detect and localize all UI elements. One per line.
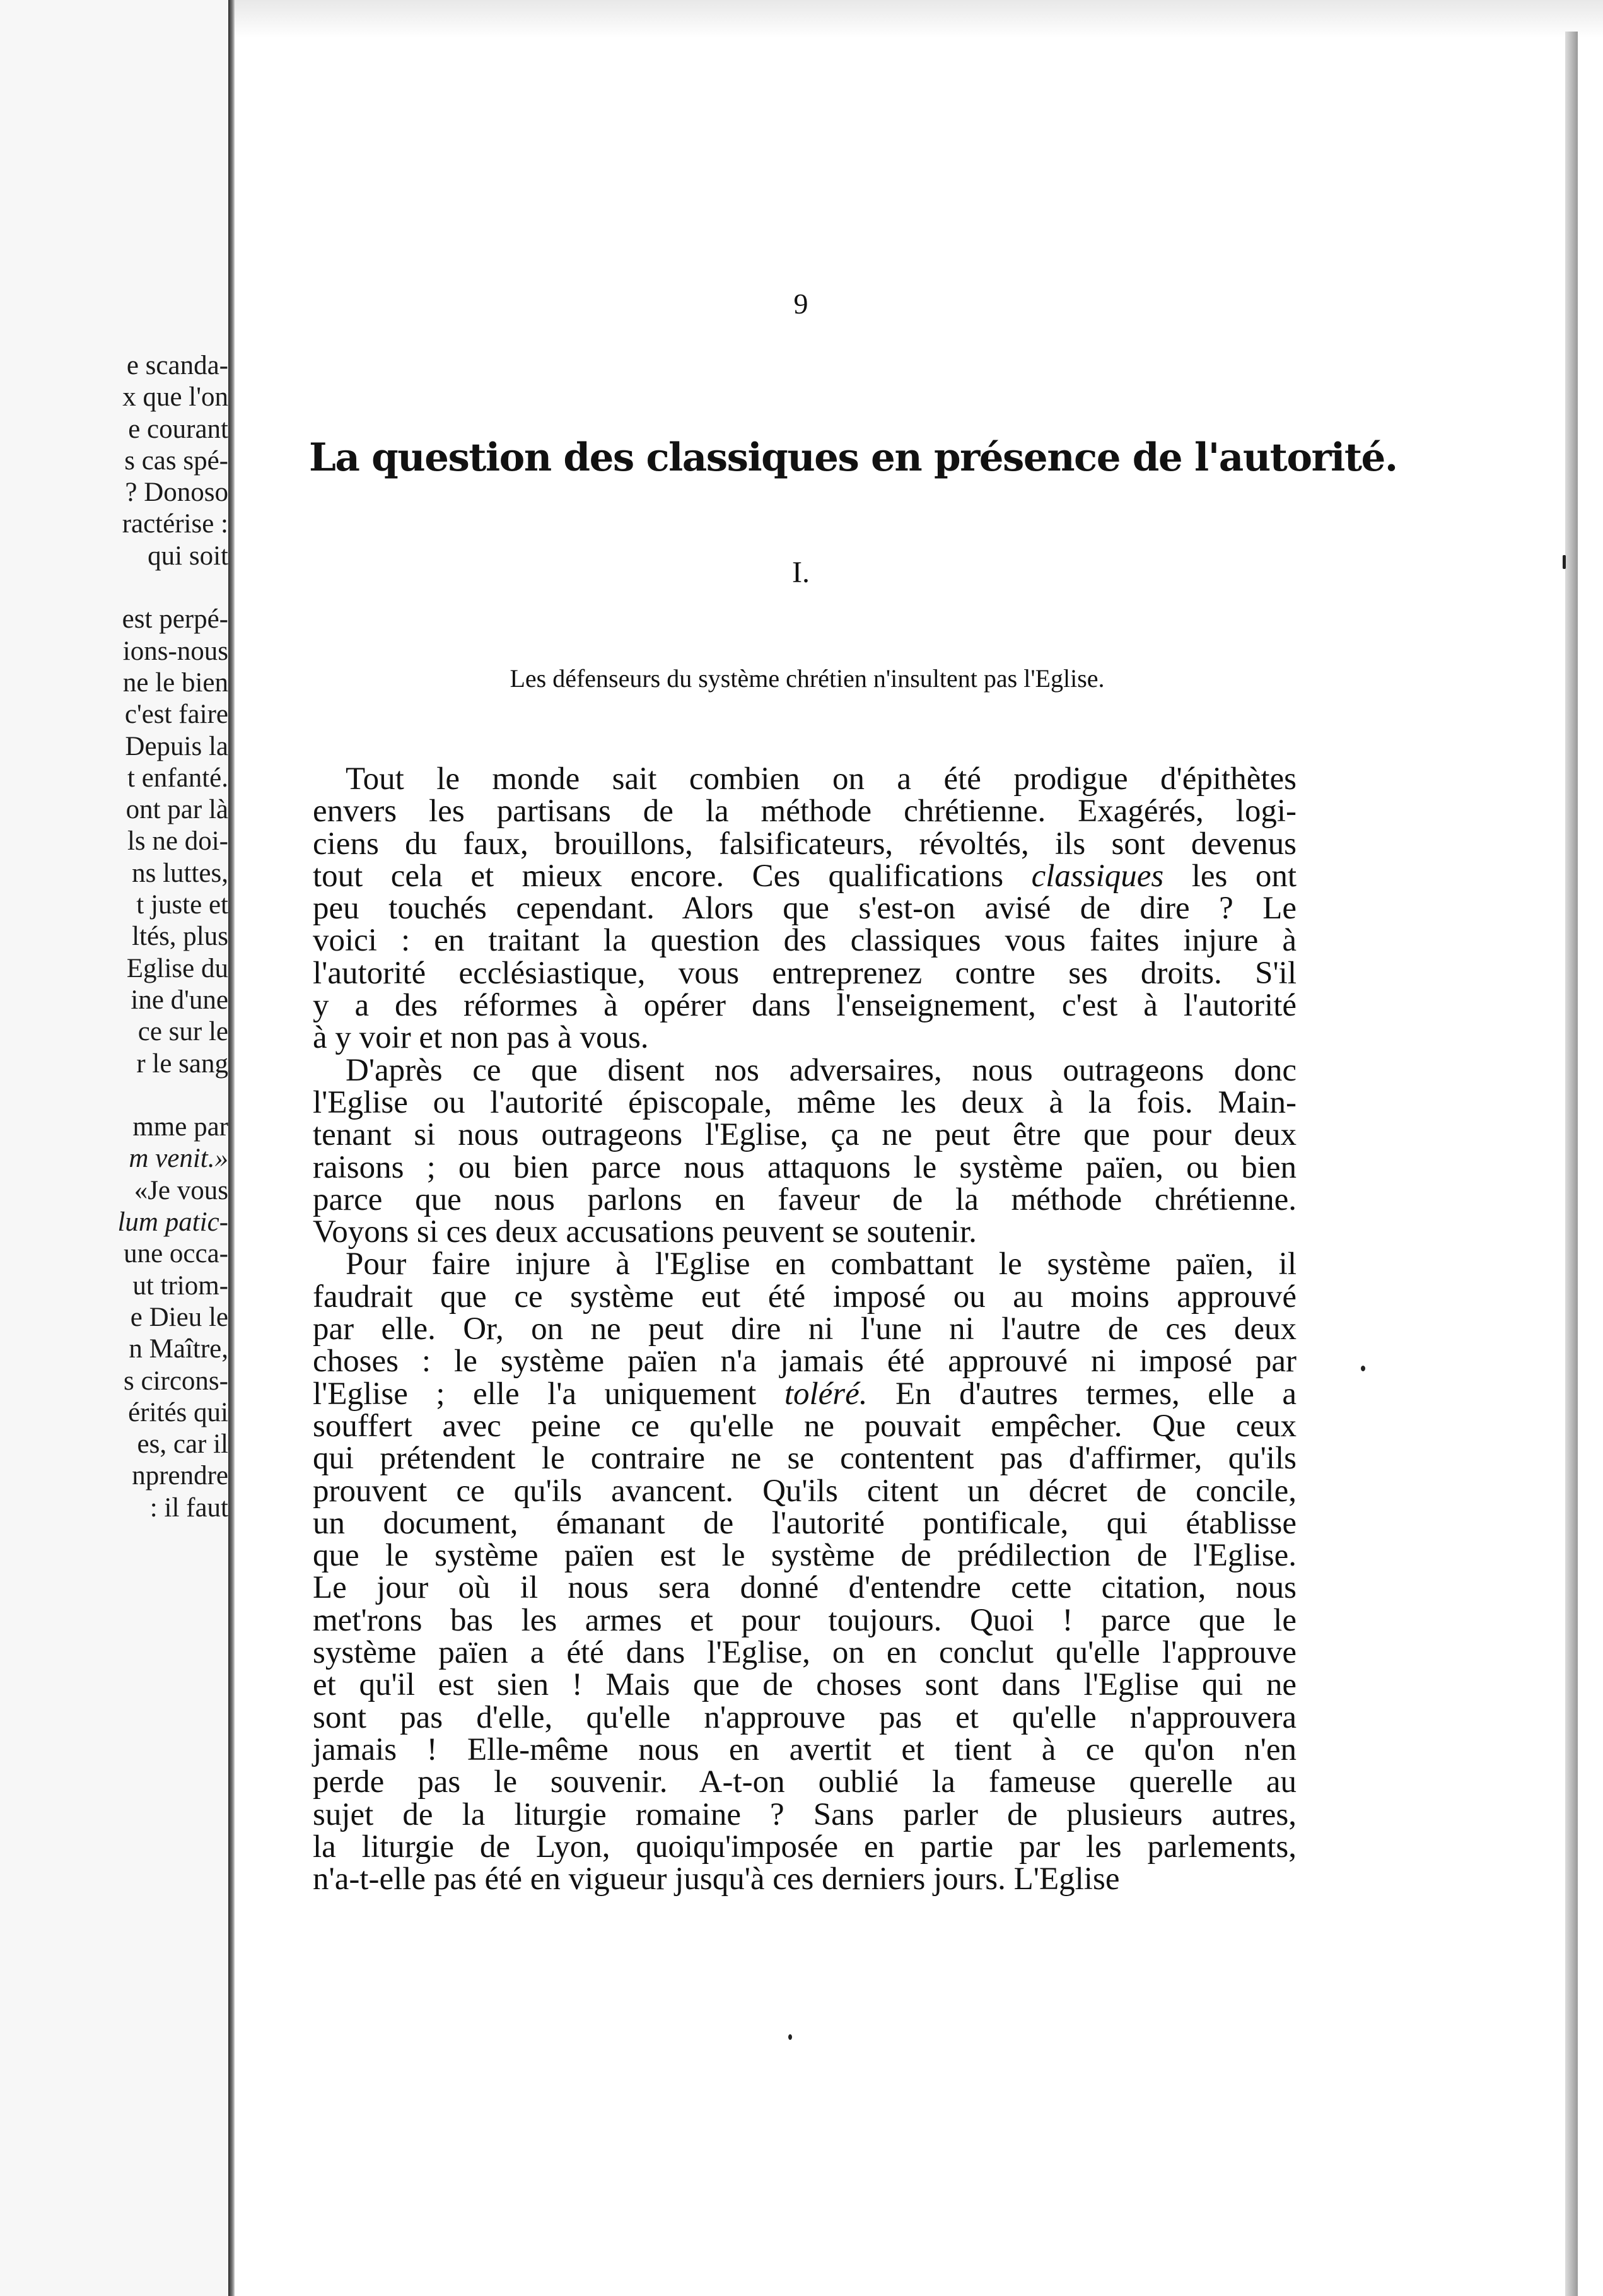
text-line: à y voir et non pas à vous. (313, 1020, 649, 1056)
text-line: Voyons si ces deux accusations peuvent se soutenir. (313, 1214, 977, 1250)
previous-page-line: ions-nous (122, 636, 228, 666)
text-line: qui prétendent le contraire ne se contentent pas d'affirmer, qu'ils (313, 1441, 1297, 1477)
previous-page-line: e scanda- (126, 351, 228, 380)
previous-page-line: Depuis la (125, 731, 228, 761)
previous-page-fragment (0, 0, 228, 2296)
previous-page-line: n Maître, (129, 1334, 228, 1364)
text-line: Le jour où il nous sera donné d'entendre cette citation, nous (313, 1570, 1297, 1606)
text-line: met'rons bas les armes et pour toujours. Quoi ! parce que le (313, 1602, 1297, 1638)
text-line: prouvent ce qu'ils avancent. Qu'ils citent un décret de concile, (313, 1473, 1297, 1509)
text-line: l'autorité ecclésiastique, vous entreprenez contre ses droits. S'il (313, 955, 1297, 991)
previous-page-line: ce sur le (137, 1017, 228, 1047)
text-line: envers les partisans de la méthode chrétienne. Exagérés, logi- (313, 794, 1297, 829)
text-line: Tout le monde sait combien on a été prodigue d'épithètes (346, 761, 1297, 797)
text-line: perde pas le souvenir. A-t-on oublié la fameuse querelle au (313, 1764, 1297, 1800)
text-line: l'Eglise ou l'autorité épiscopale, même les deux à la fois. Main- (313, 1084, 1297, 1120)
section-number: I. (792, 556, 810, 589)
text-line: Pour faire injure à l'Eglise en combattant le système païen, il (346, 1246, 1297, 1282)
previous-page-line: r le sang (136, 1048, 228, 1079)
previous-page-line: ns luttes, (132, 858, 228, 888)
previous-page-line: t juste et (136, 890, 228, 920)
previous-page-line: Eglise du (126, 953, 228, 983)
previous-page-line: ine d'une (131, 985, 228, 1015)
text-line: raisons ; ou bien parce nous attaquons le système païen, ou bien (313, 1149, 1297, 1185)
page-right-edge (1565, 32, 1578, 2296)
section-subtitle: Les défenseurs du système chrétien n'insultent pas l'Eglise. (510, 664, 1105, 693)
previous-page-line: x que l'on (122, 382, 228, 413)
previous-page-line: c'est faire (124, 700, 228, 730)
page-top-edge (235, 0, 1603, 38)
previous-page-line: ont par là (125, 795, 228, 825)
text-line: jamais ! Elle-même nous en avertit et tient à ce qu'on n'en (313, 1731, 1297, 1767)
text-line: ciens du faux, brouillons, falsificateurs, révoltés, ils sont devenus (313, 826, 1297, 862)
text-line: que le système païen est le système de prédilection de l'Eglise. (313, 1538, 1297, 1574)
paragraph (313, 1052, 1297, 1250)
previous-page-line: e Dieu le (130, 1302, 228, 1332)
previous-page-line: mme par (132, 1112, 228, 1142)
page-number: 9 (793, 288, 808, 320)
previous-page-line: m venit.» (129, 1144, 228, 1174)
text-line: peu touchés cependant. Alors que s'est-on avisé de dire ? Le (313, 891, 1297, 927)
text-line: tenant si nous outrageons l'Eglise, ça ne peut être que pour deux (313, 1117, 1297, 1153)
text-line: parce que nous parlons en faveur de la méthode chrétienne. (313, 1181, 1297, 1217)
body-text (313, 763, 1297, 1895)
ink-speck (1563, 555, 1566, 569)
text-line: sont pas d'elle, qu'elle n'approuve pas et qu'elle n'approuvera (313, 1699, 1297, 1735)
text-line: D'après ce que disent nos adversaires, nous outrageons donc (346, 1052, 1297, 1088)
text-line: n'a-t-elle pas été en vigueur jusqu'à ces derniers jours. L'Eglise (313, 1861, 1120, 1897)
previous-page-line: ne le bien (122, 667, 228, 698)
previous-page-line: qui soit (148, 541, 228, 571)
previous-page-line: e courant (128, 414, 228, 444)
text-line: choses : le système païen n'a jamais été approuvé ni imposé par (313, 1344, 1297, 1379)
previous-page-line: érités qui (128, 1397, 228, 1427)
chapter-title: La question des classiques en présence de l'autorité. (309, 435, 1397, 480)
previous-page-line: nprendre (132, 1461, 228, 1491)
text-line: sujet de la liturgie romaine ? Sans parler de plusieurs autres, (313, 1796, 1297, 1832)
paragraph (313, 763, 1297, 1055)
text-line: un document, émanant de l'autorité pontificale, qui établisse (313, 1505, 1297, 1541)
previous-page-line: une occa- (124, 1239, 228, 1269)
previous-page-line (117, 572, 228, 604)
paragraph (313, 1248, 1297, 1895)
text-line: la liturgie de Lyon, quoiqu'imposée en partie par les parlements, (313, 1829, 1297, 1865)
previous-page-line: : il faut (149, 1492, 228, 1523)
previous-page-line: es, car il (137, 1429, 228, 1460)
previous-page-line: ? Donoso (125, 477, 228, 508)
previous-page-line: ltés, plus (132, 922, 228, 952)
ink-speck (788, 2034, 792, 2040)
text-line: voici : en traitant la question des classiques vous faites injure à (313, 923, 1297, 959)
previous-page-line: est perpé- (122, 604, 228, 635)
text-line: tout cela et mieux encore. Ces qualifications classiques les ont (313, 858, 1297, 894)
previous-page-line: ut triom- (132, 1270, 228, 1301)
text-line: souffert avec peine ce qu'elle ne pouvait empêcher. Que ceux (313, 1408, 1297, 1444)
text-line: par elle. Or, on ne peut dire ni l'une ni l'autre de ces deux (313, 1311, 1297, 1347)
previous-page-line: ractérise : (122, 509, 228, 539)
previous-page-line (117, 1080, 228, 1111)
previous-page-line: «Je vous (134, 1175, 228, 1205)
previous-page-line: ls ne doi- (127, 826, 228, 857)
ink-speck (1361, 1366, 1365, 1371)
previous-page-text (117, 350, 228, 1524)
text-line: faudrait que ce système eut été imposé ou au moins approuvé (313, 1279, 1297, 1315)
text-line: y a des réformes à opérer dans l'enseignement, c'est à l'autorité (313, 988, 1297, 1024)
previous-page-line: t enfanté. (127, 763, 228, 793)
text-line: système païen a été dans l'Eglise, on en conclut qu'elle l'approuve (313, 1635, 1297, 1671)
book-gutter (228, 0, 235, 2296)
previous-page-line: s cas spé- (124, 445, 228, 476)
text-line: l'Eglise ; elle l'a uniquement toléré. En d'autres termes, elle a (313, 1376, 1297, 1412)
previous-page-line: lum patic- (117, 1207, 228, 1238)
text-line: et qu'il est sien ! Mais que de choses sont dans l'Eglise qui ne (313, 1667, 1297, 1703)
previous-page-line: s circons- (124, 1366, 228, 1396)
